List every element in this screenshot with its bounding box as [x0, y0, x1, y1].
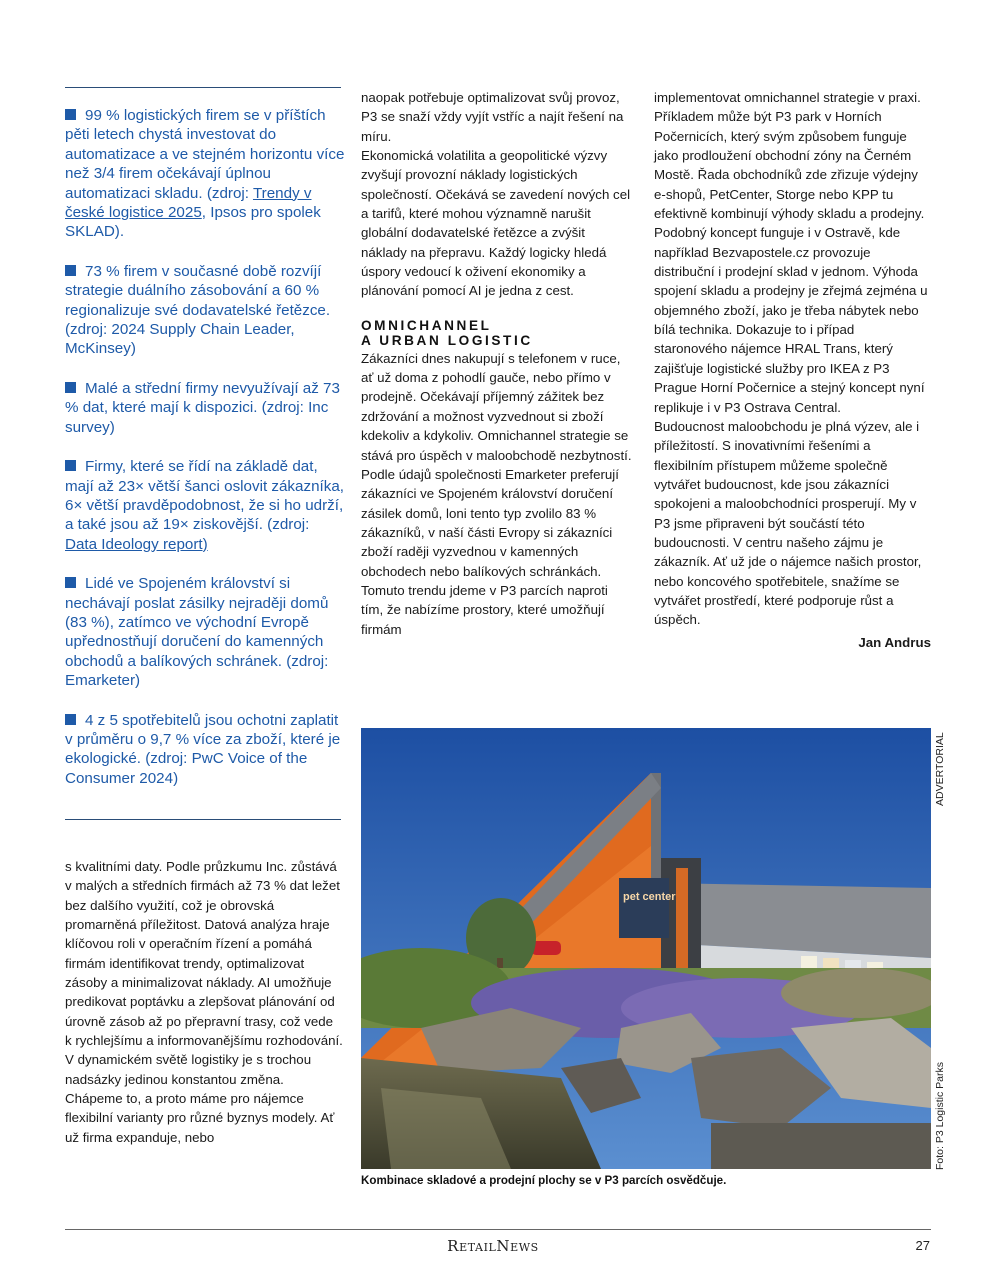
page-number: 27	[915, 1238, 930, 1253]
source-link[interactable]: Trendy v české logistice 2025	[65, 184, 312, 222]
bullet-square-icon	[65, 714, 76, 725]
body-paragraph: Budoucnost maloobchodu je plná výzev, ale i příležitostí. S inovativními řešeními a flexibilním přístupem můžeme společně vytvářet budoucnost, kde jsou zákazníci spokojeni a maloobchodníci prosperují. My v P3 jsme připraveni být součástí této budoucnosti. V centru našeho zájmu je zákazník. Ať už jde o nájemce našich prostor, nebo koncového spotřebitele, snažíme se vytvářet prostředí, které podporuje růst a úspěch.	[654, 418, 922, 628]
stat-item: Lidé ve Spojeném království si nechávají poslat zásilky nejraději domů (83 %), zatímco ve východní Evropě upřednostňují doručení do kamenných obchodů a balíkových schránek. (zdroj: Emarketer)	[65, 575, 329, 690]
body-paragraph: naopak potřebuje optimalizovat svůj provoz, P3 se snaží vždy vyjít vstříc a najít řešení na míru.	[361, 90, 624, 144]
photo-credit: Foto: P3 Logistic Parks	[934, 1062, 946, 1170]
author-name: Jan Andrus	[858, 634, 931, 650]
stats-sidebar	[65, 106, 345, 788]
stat-item: 99 % logistických firem se v příštích pěti letech chystá investovat do automatizace a ve stejném horizontu více než 3/4 firem očekávají úplnou automatizaci skladu. (zdroj: Trendy v české logistice 2025, Ipsos pro spolek SKLAD).	[65, 107, 345, 241]
source-link[interactable]: Data Ideology report)	[65, 535, 208, 553]
store-sign: pet center	[623, 891, 676, 903]
section-heading: OMNICHANNEL A URBAN LOGISTIC	[361, 317, 533, 349]
bullet-square-icon	[65, 109, 76, 120]
photo-caption: Kombinace skladové a prodejní plochy se v P3 parcích osvědčuje.	[361, 1174, 727, 1187]
stat-item: Firmy, které se řídí na základě dat, mají až 23× větší šanci oslovit zákazníka, 6× větší pravděpodobnost, že si ho udrží, a také jsou až 19× ziskovější. (zdroj: Data Ideology report)	[65, 458, 344, 553]
stat-item: Malé a střední firmy nevyužívají až 73 % dat, které mají k dispozici. (zdroj: Inc survey)	[65, 379, 340, 436]
bullet-square-icon	[65, 265, 76, 276]
bullet-square-icon	[65, 382, 76, 393]
bullet-square-icon	[65, 460, 76, 471]
body-column-2	[361, 88, 633, 639]
stat-item: 73 % firem v současné době rozvíjí strategie duálního zásobování a 60 % regionalizuje své dodavatelské řetězce. (zdroj: 2024 Supply Chain Leader, McKinsey)	[65, 262, 331, 358]
body-paragraph: Ekonomická volatilita a geopolitické výzvy zvyšují provozní náklady logistických společností. Očekává se zavedení nových cel a tarifů, které mohou významně narušit globální dodavatelské řetězce a zvýšit náklady na přepravu. Každý logicky hledá úspory vedoucí k oživení ekonomiky a plánování pomocí AI je jedna z cest.	[361, 148, 631, 299]
stat-item: 4 z 5 spotřebitelů jsou ochotni zaplatit v průměru o 9,7 % více za zboží, které je ekologické. (zdroj: PwC Voice of the Consumer 2024)	[65, 711, 341, 787]
magazine-logo: RetailNews	[447, 1237, 539, 1255]
warehouse-illustration	[361, 728, 931, 1169]
sidebar-bottom-rule	[65, 819, 341, 820]
sidebar-top-rule	[65, 87, 341, 88]
warehouse-photo	[361, 728, 931, 1169]
bullet-square-icon	[65, 577, 76, 588]
body-column-1	[65, 857, 343, 1147]
footer-rule	[65, 1229, 931, 1230]
advertorial-label: ADVERTORIAL	[934, 732, 946, 806]
body-column-3	[654, 88, 931, 652]
body-paragraph: implementovat omnichannel strategie v praxi. Příkladem může být P3 park v Horních Počernicích, který svým způsobem funguje jako prodloužení obchodní zóny na Černém Mostě. Řada obchodníků zde zřizuje výdejny e-shopů, PetCenter, Storge nebo KPP tu efektivně kombinují výhody skladu a prodejny. Podobný koncept funguje i v Ostravě, kde například Bezvapostele.cz provozuje distribuční i prodejní sklad v jednom. Výhoda spojení skladu a prodejny je zřejmá zejména u objemného zboží, jako je třeba nábytek nebo bílá technika. Dokazuje to i případ staronového nájemce HRAL Trans, který zajišťuje logistické služby pro IKEA z P3 Prague Horní Počernice a stejný koncept nyní replikuje i v P3 Ostrava Central.	[654, 90, 928, 415]
body-paragraph: V dynamickém světě logistiky je s trochou nadsázky jedinou konstantou změna. Chápeme to, a proto máme pro nájemce flexibilní varianty pro různé byznys modely. Ať už firma expanduje, nebo	[65, 1052, 335, 1145]
body-paragraph: s kvalitními daty. Podle průzkumu Inc. zůstává v malých a středních firmách až 73 % dat ležet bez dalšího využití, což je obrovská promarněná příležitost. Datová analýza hraje klíčovou roli v operačním řízení a pomáhá firmám identifikovat trendy, optimalizovat zásoby a minimalizovat náklady. AI umožňuje predikovat poptávku a zlepšovat plánování od úrovně zásob až po přepravní trasy, což vede k rychlejšímu a informovanějšímu rozhodování.	[65, 859, 343, 1049]
body-paragraph: Zákazníci dnes nakupují s telefonem v ruce, ať už doma z pohodlí gauče, nebo přímo v prodejně. Očekávají příjemný zážitek bez zdržování a možnost vyzvednout si zboží kdekoliv a kdykoliv. Omnichannel strategie se stává pro úspěch v maloobchodě nezbytností. Podle údajů společnosti Emarketer preferují zákazníci ve Spojeném království doručení zásilek domů, loni tento typ zvolilo 83 % zákazníků, v naší části Evropy si zákazníci zboží raději vyzvednou v kamenných obchodech nebo balíkových schránkách. Tomuto trendu jdeme v P3 parcích naproti tím, že nabízíme prostory, které umožňují firmám	[361, 350, 632, 637]
